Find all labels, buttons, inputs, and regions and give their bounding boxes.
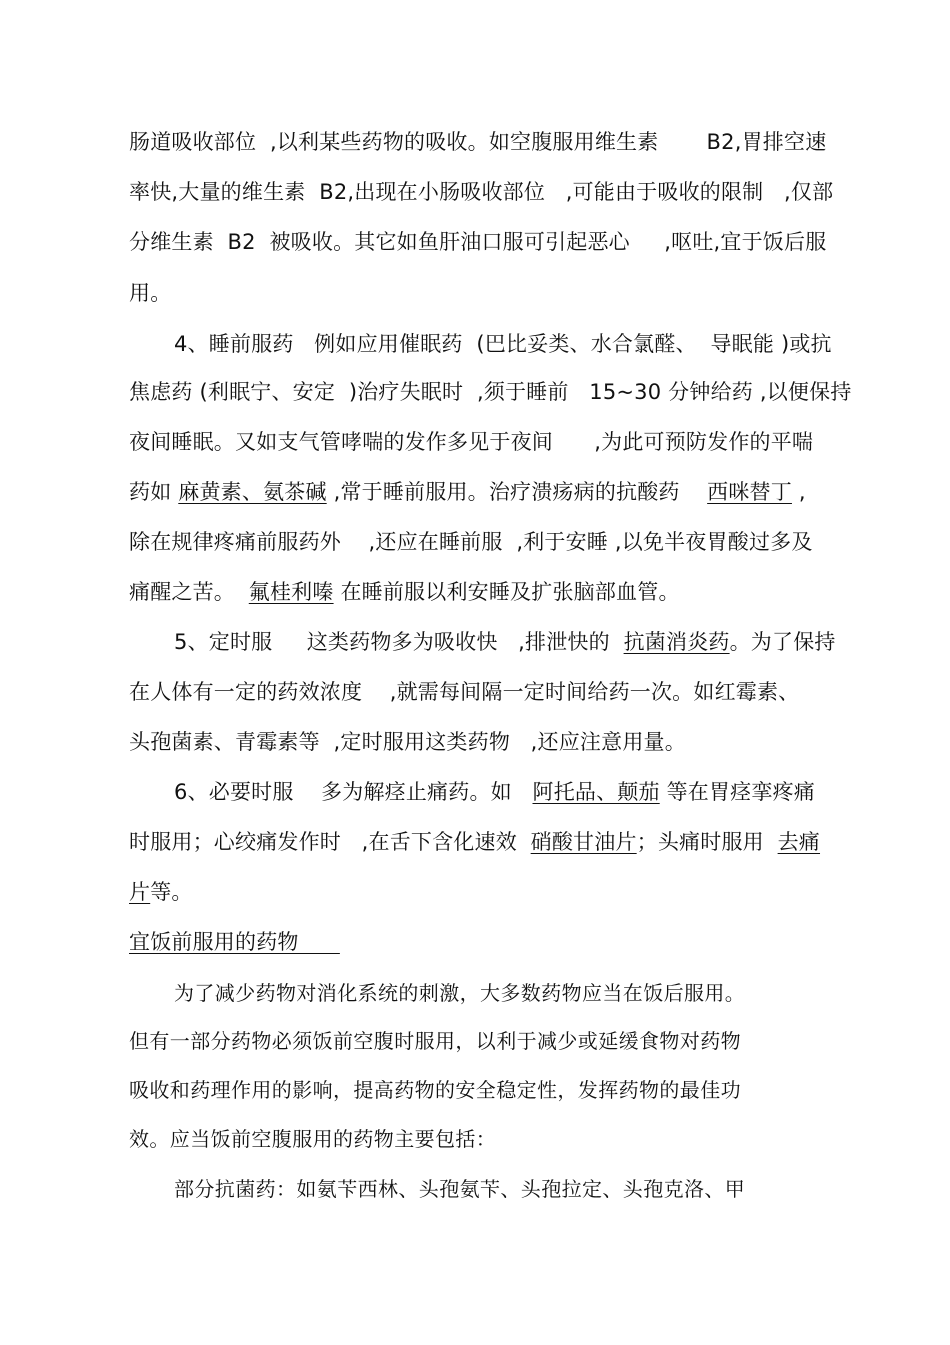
underlined-text: 片 — [129, 880, 151, 904]
text-segment: 等在胃痉挛疼痛 — [659, 780, 815, 804]
text-segment: 效。应当饭前空腹服用的药物主要包括： — [129, 1127, 497, 1151]
underlined-text: 抗菌消炎药 — [623, 630, 730, 654]
text-segment: 率快,大量的维生素 B2,出现在小肠吸收部位 ,可能由于吸收的限制 ,仅部 — [129, 180, 834, 204]
text-segment: 。为了保持 — [729, 630, 836, 654]
text-segment: 肠道吸收部位 ,以利某些药物的吸收。如空腹服用维生素 B2,胃排空速 — [129, 130, 827, 154]
text-segment: 焦虑药 (利眠宁、安定 )治疗失眠时 ,须于睡前 15~30 分钟给药 ,以便保持 — [129, 380, 852, 404]
text-line — [129, 228, 826, 256]
text-segment: 夜间睡眠。又如支气管哮喘的发作多见于夜间 ,为此可预防发作的平喘 — [129, 430, 814, 454]
text-line — [129, 878, 193, 906]
text-line — [129, 178, 833, 206]
text-segment: 但有一部分药物必须饭前空腹时服用，以利于减少或延缓食物对药物 — [129, 1029, 741, 1053]
underlined-text: 氟桂利嗪 — [248, 580, 334, 604]
text-line — [129, 1076, 741, 1104]
text-segment: ,常于睡前服用。治疗溃疡病的抗酸药 — [326, 480, 708, 504]
underlined-text: 阿托品、颠茄 — [532, 780, 660, 804]
text-line — [174, 628, 836, 656]
text-segment: 在睡前服以利安睡及扩张脑部血管。 — [333, 580, 680, 604]
text-line — [129, 678, 799, 706]
underlined-text: 硝酸甘油片 — [530, 830, 637, 854]
text-line — [129, 279, 171, 307]
text-segment: 除在规律疼痛前服药外 ,还应在睡前服 ,利于安睡 ,以免半夜胃酸过多及 — [129, 530, 813, 554]
text-line — [129, 478, 806, 506]
text-segment: 分维生素 B2 被吸收。其它如鱼肝油口服可引起恶心 ,呕吐,宜于饭后服 — [129, 230, 827, 254]
text-line — [129, 1125, 496, 1153]
text-line — [129, 1027, 741, 1055]
text-segment: 5、定时服 这类药物多为吸收快 ,排泄快的 — [174, 630, 624, 654]
text-line — [174, 330, 832, 358]
text-segment: 吸收和药理作用的影响，提高药物的安全稳定性，发挥药物的最佳功 — [129, 1078, 741, 1102]
text-segment: 头孢菌素、青霉素等 ,定时服用这类药物 ,还应注意用量。 — [129, 730, 686, 754]
text-segment: 在人体有一定的药效浓度 ,就需每间隔一定时间给药一次。如红霉素、 — [129, 680, 800, 704]
text-segment: 4、睡前服药 例如应用催眠药 (巴比妥类、水合氯醛、 导眠能 )或抗 — [174, 332, 832, 356]
text-segment: 6、必要时服 多为解痉止痛药。如 — [174, 780, 533, 804]
text-segment: 部分抗菌药：如氨苄西林、头孢氨苄、头孢拉定、头孢克洛、甲 — [174, 1177, 746, 1201]
text-line — [129, 378, 852, 406]
text-line — [129, 578, 680, 606]
text-line — [174, 979, 745, 1007]
text-line — [129, 128, 826, 156]
text-segment: 等。 — [150, 880, 193, 904]
text-line — [174, 1175, 745, 1203]
text-segment: 为了减少药物对消化系统的刺激，大多数药物应当在饭后服用。 — [174, 981, 746, 1005]
text-line — [174, 778, 815, 806]
underlined-text: 西咪替丁 — [707, 480, 792, 504]
text-segment: 时服用；心绞痛发作时 ,在舌下含化速效 — [129, 830, 531, 854]
text-segment: 痛醒之苦。 — [129, 580, 249, 604]
section-heading — [129, 928, 340, 956]
text-line — [129, 728, 686, 756]
text-segment: 用。 — [129, 281, 172, 305]
text-segment: 药如 — [129, 480, 179, 504]
text-line — [129, 428, 813, 456]
underlined-text: 宜饭前服用的药物 — [129, 930, 340, 954]
text-line — [129, 828, 820, 856]
underlined-text: 去痛 — [777, 830, 821, 854]
underlined-text: 麻黄素、氨茶碱 — [178, 480, 327, 504]
text-segment: ；头痛时服用 — [636, 830, 778, 854]
text-segment: , — [791, 480, 806, 504]
text-line — [129, 528, 813, 556]
